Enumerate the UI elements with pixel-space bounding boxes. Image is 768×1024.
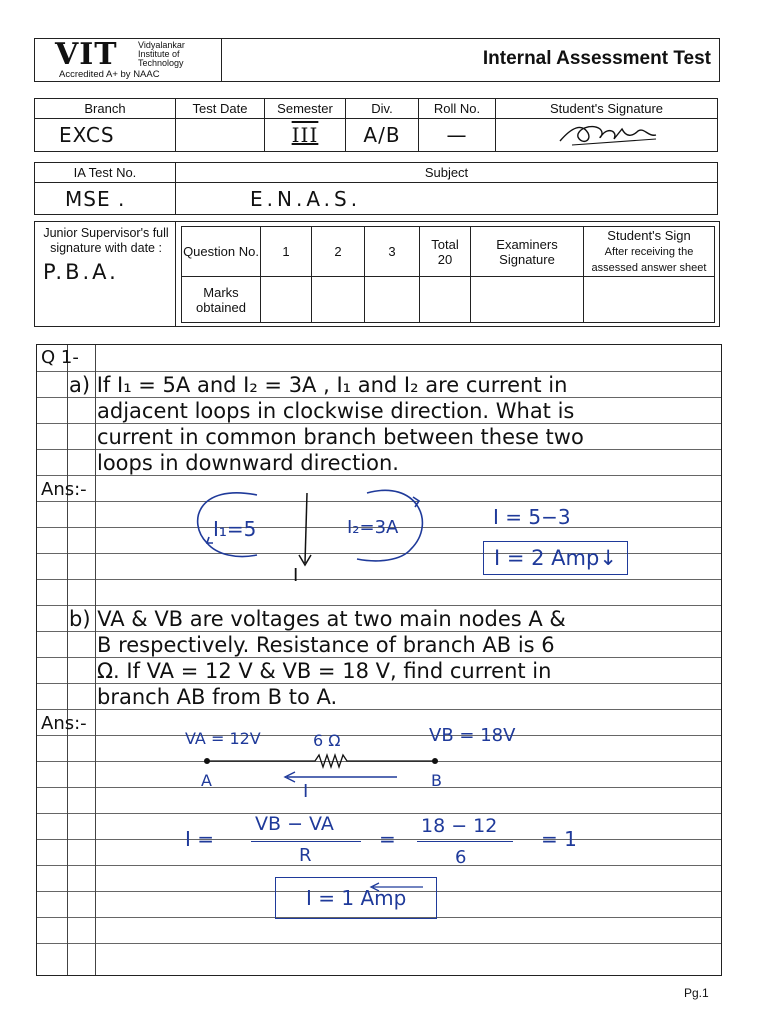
q2-header: 2: [312, 227, 365, 277]
eq-lhs: I =: [185, 827, 215, 851]
eq-result: = 1: [541, 827, 577, 851]
header-box: [34, 38, 720, 82]
q1b-line-1: b) VA & VB are voltages at two main nodes A &: [69, 607, 566, 631]
answer-sheet: [36, 344, 722, 976]
examiners-signature: [471, 277, 584, 323]
student-signature: [496, 119, 718, 152]
test-table: [34, 162, 718, 215]
resistor-diagram: [197, 747, 457, 787]
supervisor-label: Junior Supervisor's full signature with date :: [43, 226, 169, 255]
student-sign-header: [584, 227, 715, 277]
eq-fraction-bar-2: [417, 841, 513, 842]
total-marks: [420, 277, 471, 323]
logo: [35, 39, 222, 81]
q1b-line-3: Ω. If VA = 12 V & VB = 18 V, find current in: [97, 659, 552, 683]
ia-test-header: IA Test No.: [35, 163, 176, 183]
examiners-header: Examiners Signature: [471, 227, 584, 277]
loop-current-i1: I₁=5: [213, 517, 257, 541]
question-no-header: Question No.: [182, 227, 261, 277]
branch-header: Branch: [35, 99, 176, 119]
final-current-arrow: [367, 881, 427, 893]
q1b-line-2: B respectively. Resistance of branch AB is 6: [97, 633, 555, 657]
voltage-va: VA = 12V: [185, 729, 261, 748]
eq-denominator: R: [299, 845, 312, 866]
answer-label-b: Ans:-: [41, 713, 87, 734]
supervisor-cell: [35, 222, 176, 326]
info-table: [34, 98, 718, 152]
roll-no-header: Roll No.: [419, 99, 496, 119]
marks-section: [34, 221, 720, 327]
branch-current-label: I: [293, 565, 299, 586]
q1-marks: [261, 277, 312, 323]
subject-header: Subject: [176, 163, 718, 183]
eq-numerator: VB − VA: [255, 813, 334, 835]
test-date-value: [176, 119, 265, 152]
marks-obtained-label: Marks obtained: [182, 277, 261, 323]
eq-fraction-bar-1: [251, 841, 361, 842]
test-date-header: Test Date: [176, 99, 265, 119]
answer-label-a: Ans:-: [41, 479, 87, 500]
marks-table: [181, 226, 715, 323]
subject-value: E.N.A.S.: [176, 183, 718, 215]
page-title: Internal Assessment Test: [482, 48, 711, 69]
student-sign-cell: [584, 277, 715, 323]
supervisor-value: P.B.A.: [43, 260, 119, 284]
institute-line-3: Technology: [138, 58, 184, 68]
total-label: Total: [431, 236, 459, 252]
signature-drawing: [552, 119, 662, 151]
q1a-line-1: a) If I₁ = 5A and I₂ = 3A , I₁ and I₂ are current in: [69, 373, 568, 397]
signature-header: Student's Signature: [496, 99, 718, 119]
q1-header: 1: [261, 227, 312, 277]
voltage-vb: VB = 18V: [429, 725, 516, 746]
q2-marks: [312, 277, 365, 323]
q1a-line-2: adjacent loops in clockwise direction. What is: [97, 399, 575, 423]
node-a: A: [201, 771, 212, 790]
q1a-line-4: loops in downward direction.: [97, 451, 399, 475]
student-sign-label: Student's Sign: [607, 228, 691, 243]
eq-numerator-2: 18 − 12: [421, 815, 498, 837]
total-header: [420, 227, 471, 277]
semester-value: III: [265, 119, 346, 152]
answer-a-final: I = 2 Amp↓: [483, 541, 628, 575]
q3-marks: [365, 277, 420, 323]
ia-test-value: MSE .: [35, 183, 176, 215]
answer-a-step: I = 5−3: [493, 505, 571, 529]
eq-denominator-2: 6: [455, 847, 467, 868]
total-value: 20: [437, 251, 453, 267]
accreditation: Accredited A+ by NAAC: [59, 69, 160, 80]
div-value: A/B: [346, 119, 419, 152]
resistance-label: 6 Ω: [313, 731, 341, 750]
roll-no-value: —: [419, 119, 496, 152]
branch-current-b: I: [303, 781, 309, 802]
node-b: B: [431, 771, 442, 790]
q3-header: 3: [365, 227, 420, 277]
question-number: Q 1-: [41, 347, 79, 368]
eq-equals: =: [379, 827, 396, 851]
student-sign-note: After receiving the assessed answer sheet: [591, 246, 707, 274]
loop-current-i2: I₂=3A: [347, 517, 399, 538]
answer-b-final: I = 1 Amp: [275, 877, 437, 919]
div-header: Div.: [346, 99, 419, 119]
q1b-line-4: branch AB from B to A.: [97, 685, 338, 709]
institute-line-1: Vidyalankar: [138, 40, 185, 50]
semester-header: Semester: [265, 99, 346, 119]
institute-line-2: Institute of: [138, 49, 180, 59]
branch-value: EXCS: [35, 119, 176, 152]
q1a-line-3: current in common branch between these two: [97, 425, 584, 449]
page-number: Pg.1: [684, 986, 709, 1000]
logo-text: VIT: [55, 37, 118, 72]
